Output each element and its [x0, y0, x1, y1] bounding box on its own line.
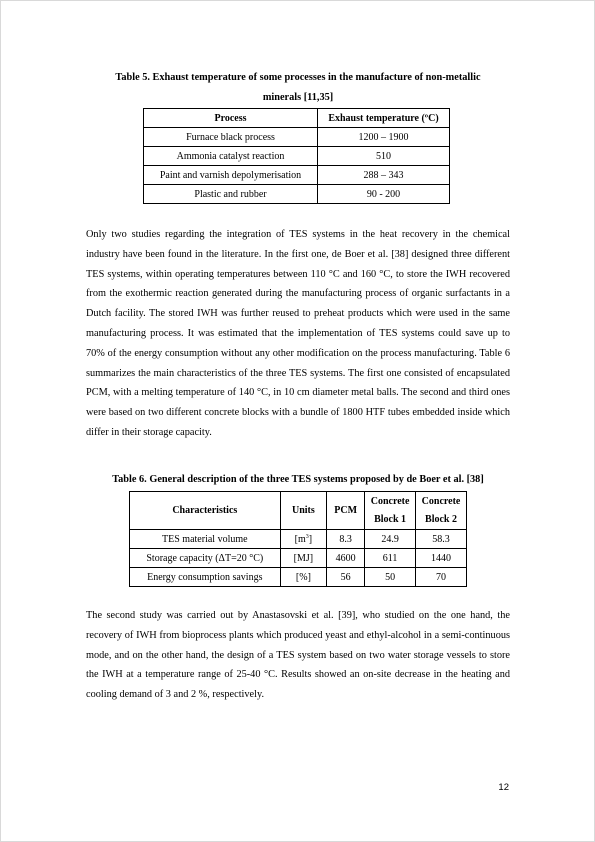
table6-cell-unit	[280, 568, 327, 587]
table6-cell-characteristic: Storage capacity (ΔT=20 °C)	[130, 549, 281, 568]
unit-base: [MJ]	[293, 552, 314, 564]
table6-cell-block2: 1440	[416, 549, 467, 568]
table6-cell-unit	[280, 530, 327, 549]
unit-end: ]	[308, 533, 313, 545]
table6-header-concrete-block-1	[365, 492, 416, 530]
table6-header-concrete-block-2	[416, 492, 467, 530]
unit-superscript: 3	[305, 533, 309, 540]
table-row	[144, 128, 450, 147]
unit-base: [%]	[295, 571, 311, 583]
table6-cell-characteristic: TES material volume	[130, 530, 281, 549]
header-line: Block 1	[374, 513, 407, 525]
table5-cell-temperature: 1200 – 1900	[318, 128, 450, 147]
table5-cell-process: Ammonia catalyst reaction	[144, 147, 318, 166]
table6	[129, 491, 467, 587]
table6-cell-block1: 611	[365, 549, 416, 568]
table5-cell-temperature: 510	[318, 147, 450, 166]
table5-header-process: Process	[144, 109, 318, 128]
table6-header-characteristics: Characteristics	[130, 492, 281, 530]
table5-header-row	[144, 109, 450, 128]
table5	[143, 108, 450, 204]
table-row	[130, 568, 467, 587]
table6-cell-characteristic: Energy consumption savings	[130, 568, 281, 587]
table6-cell-unit	[280, 549, 327, 568]
table5-header-exhaust-temperature: Exhaust temperature (ºC)	[318, 109, 450, 128]
table-row	[144, 185, 450, 204]
table-row	[130, 530, 467, 549]
paragraph-second-study: The second study was carried out by Anastasovski et al. [39], who studied on the one hand, the recovery of IWH from bioprocess plants which produced yeast and ethyl-alcohol in a semi-continuous mode, and on the other hand, the design of a TES system based on two water storage vessels to store the IWH at a temperature range of 25-40 °C. Results showed an on-site decrease in the heating and cooling demand of 3 and 2 %, respectively.	[86, 610, 510, 701]
table5-cell-temperature: 288 – 343	[318, 166, 450, 185]
paragraph-tes-studies: Only two studies regarding the integration of TES systems in the heat recovery in the chemical industry have been found in the literature. In the first one, de Boer et al. [38] designed three different TES systems, within operating temperatures between 110 °C and 160 °C, to store the IWH recovered from the exothermic reaction generated during the manufacturing process of organic surfactants in a Dutch facility. The stored IWH was further reused to preheat products which were used in the same manufacturing process. It was estimated that the implementation of TES systems could save up to 70% of the energy consumption without any other modification on the process manufacturing. Table 6 summarizes the main characteristics of the three TES systems. The first one consisted of encapsulated PCM, with a melting temperature of 140 °C, in 10 cm diameter metal balls. The second and third ones were based on two different concrete blocks with a bundle of 1800 HTF tubes embedded inside which differ in their storage capacity.	[86, 229, 510, 438]
table6-cell-pcm: 8.3	[327, 530, 365, 549]
header-line: Concrete	[370, 495, 410, 507]
table5-caption-line2: minerals [11,35]	[262, 92, 334, 103]
unit-base: [m	[294, 533, 306, 545]
table6-cell-block1: 50	[365, 568, 416, 587]
header-line: Block 2	[425, 513, 457, 525]
table5-cell-process: Furnace black process	[144, 128, 318, 147]
table6-cell-pcm: 4600	[327, 549, 365, 568]
header-line: Concrete	[421, 495, 461, 507]
table-row	[144, 166, 450, 185]
table6-cell-pcm: 56	[327, 568, 365, 587]
table5-caption-line1: Table 5. Exhaust temperature of some processes in the manufacture of non-metallic	[115, 72, 481, 83]
table6-caption: Table 6. General description of the three TES systems proposed by de Boer et al. [38]	[112, 474, 484, 485]
table5-cell-process: Paint and varnish depolymerisation	[144, 166, 318, 185]
table5-cell-temperature: 90 - 200	[318, 185, 450, 204]
table5-caption	[86, 68, 510, 108]
table6-header-pcm: PCM	[327, 492, 365, 530]
table6-header-row	[130, 492, 467, 530]
table-row	[144, 147, 450, 166]
table6-header-units: Units	[280, 492, 327, 530]
table6-cell-block1: 24.9	[365, 530, 416, 549]
table6-cell-block2: 70	[416, 568, 467, 587]
table5-cell-process: Plastic and rubber	[144, 185, 318, 204]
table-row	[130, 549, 467, 568]
table6-cell-block2: 58.3	[416, 530, 467, 549]
page-number: 12	[498, 782, 509, 793]
